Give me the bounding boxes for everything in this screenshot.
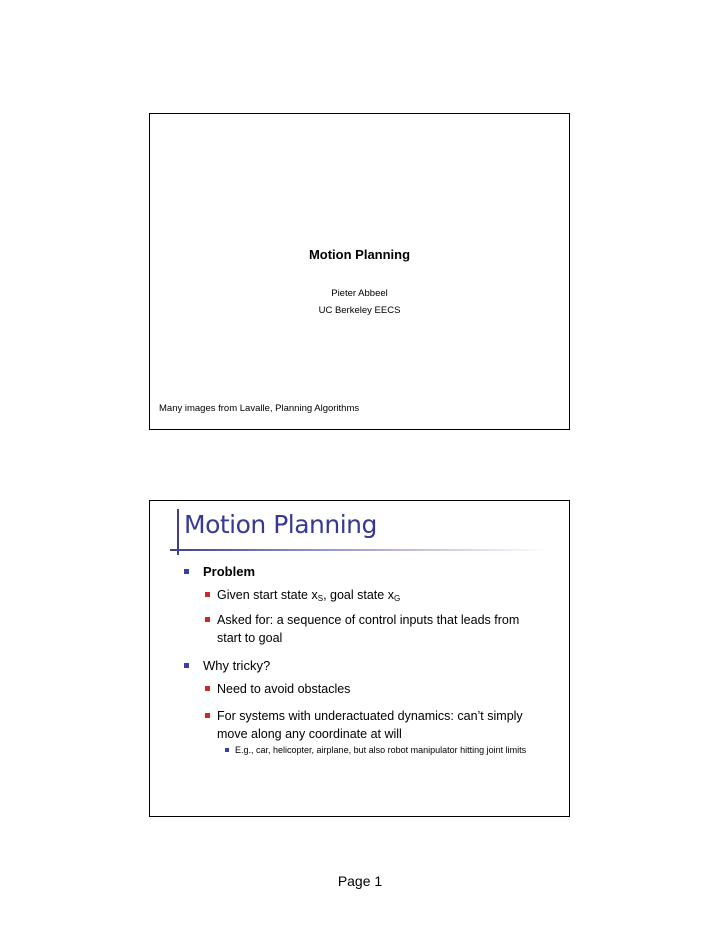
author-name: Pieter Abbeel	[331, 288, 388, 299]
bullet-text: E.g., car, helicopter, airplane, but also robot manipulator hitting joint limits	[235, 745, 527, 755]
square-bullet-icon	[184, 569, 189, 574]
bullet-text: Why tricky?	[203, 658, 271, 673]
bullet-text: Problem	[203, 564, 256, 579]
bullet-obstacles	[205, 680, 545, 698]
square-bullet-icon	[205, 617, 210, 622]
content-slide	[149, 500, 570, 817]
bullet-text: Asked for: a sequence of control inputs that leads from start to goal	[217, 613, 520, 645]
slide-heading: Motion Planning	[184, 510, 377, 539]
bullet-underactuated	[205, 707, 545, 743]
square-bullet-icon	[205, 686, 210, 691]
bullet-text: Need to avoid obstacles	[217, 682, 351, 696]
start-subscript: S	[317, 594, 324, 603]
title-slide	[149, 113, 570, 430]
bullet-asked-for	[205, 611, 545, 647]
title-accent-horizontal-line	[170, 549, 550, 551]
affiliation: UC Berkeley EECS	[318, 305, 401, 316]
page-number: Page 1	[337, 873, 383, 889]
square-bullet-icon	[205, 592, 210, 597]
bullet-given	[205, 586, 545, 608]
square-bullet-icon	[225, 748, 229, 752]
slide-title: Motion Planning	[308, 247, 411, 262]
bullet-text: Given start state $x_S$, goal state $x_G$	[217, 588, 401, 603]
square-bullet-icon	[205, 713, 210, 718]
bullet-problem	[184, 564, 255, 579]
bullet-why-tricky	[184, 658, 270, 673]
image-credit-note: Many images from Lavalle, Planning Algorithms	[159, 403, 360, 414]
bullet-examples	[225, 744, 555, 757]
goal-subscript: G	[393, 594, 401, 603]
bullet-text: For systems with underactuated dynamics: can’t simply move along any coordinate at will	[217, 709, 523, 741]
square-bullet-icon	[184, 663, 189, 668]
